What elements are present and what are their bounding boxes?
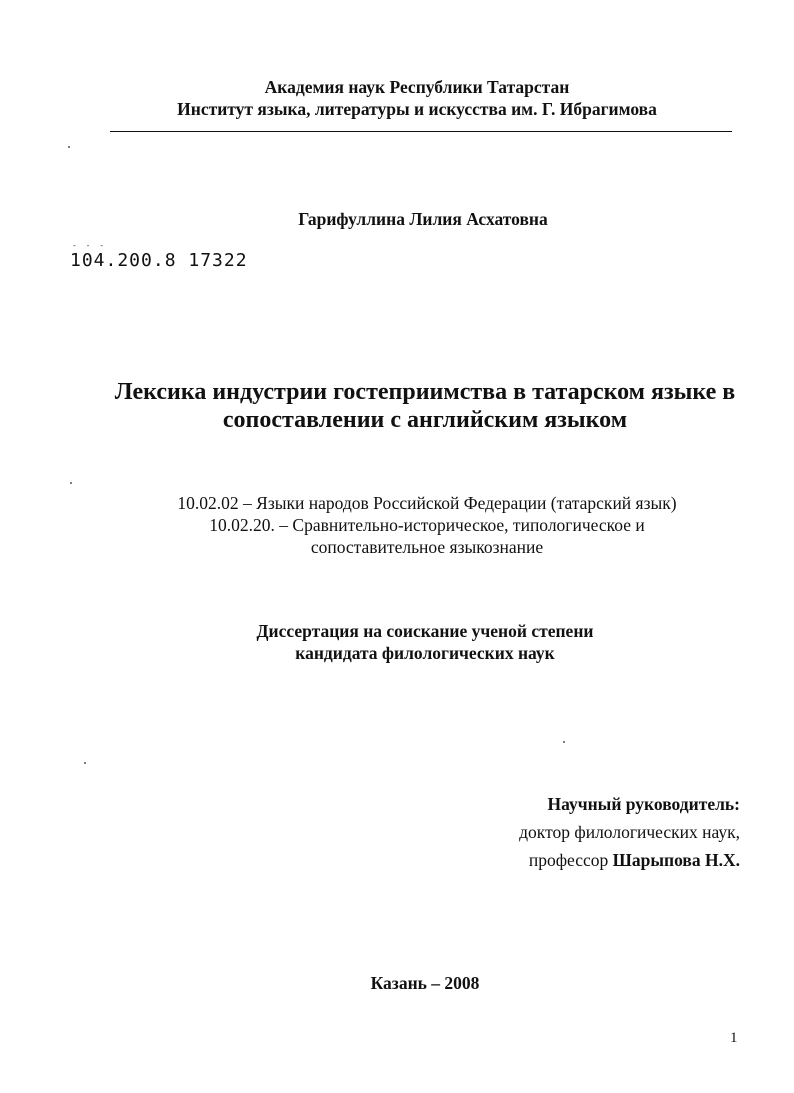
- stamp-marks: - - -: [72, 241, 107, 250]
- degree-statement: [28, 620, 794, 664]
- header-divider: [110, 131, 732, 132]
- specialty-codes: [30, 492, 794, 558]
- supervisor-title-prefix: профессор: [528, 850, 613, 870]
- scan-speck: [84, 762, 86, 764]
- scan-speck: [68, 146, 70, 148]
- specialty-line-3: сопоставительное языкознание: [310, 537, 544, 557]
- supervisor-name: Шарыпова Н.Х.: [612, 850, 740, 870]
- degree-line-1: Диссертация на соискание ученой степени: [256, 621, 594, 641]
- title-line-2: сопоставлении с английским языком: [222, 407, 628, 433]
- degree-line-2: кандидата филологических наук: [295, 643, 555, 663]
- page-number: 1: [730, 1030, 738, 1046]
- library-stamp: 104.200.8 17322: [70, 250, 248, 271]
- institution-header: [20, 76, 794, 120]
- scan-speck: [563, 741, 565, 743]
- institute-name: Институт языка, литературы и искусства им. Г. Ибрагимова: [177, 99, 657, 119]
- supervisor-label: Научный руководитель:: [547, 794, 740, 814]
- place-year: Казань – 2008: [370, 973, 480, 993]
- supervisor-block: [519, 790, 740, 874]
- author-name: Гарифуллина Лилия Асхатовна: [298, 209, 548, 229]
- academy-name: Академия наук Республики Татарстан: [264, 77, 570, 97]
- specialty-line-1: 10.02.02 – Языки народов Российской Федерации (татарский язык): [177, 493, 677, 513]
- title-line-1: Лексика индустрии гостеприимства в татарском языке в: [114, 379, 736, 405]
- scan-speck: [70, 482, 72, 484]
- dissertation-title: [28, 378, 794, 434]
- specialty-line-2: 10.02.20. – Сравнительно-историческое, типологическое и: [209, 515, 645, 535]
- supervisor-title: [519, 846, 740, 874]
- supervisor-degree: доктор филологических наук,: [519, 822, 740, 842]
